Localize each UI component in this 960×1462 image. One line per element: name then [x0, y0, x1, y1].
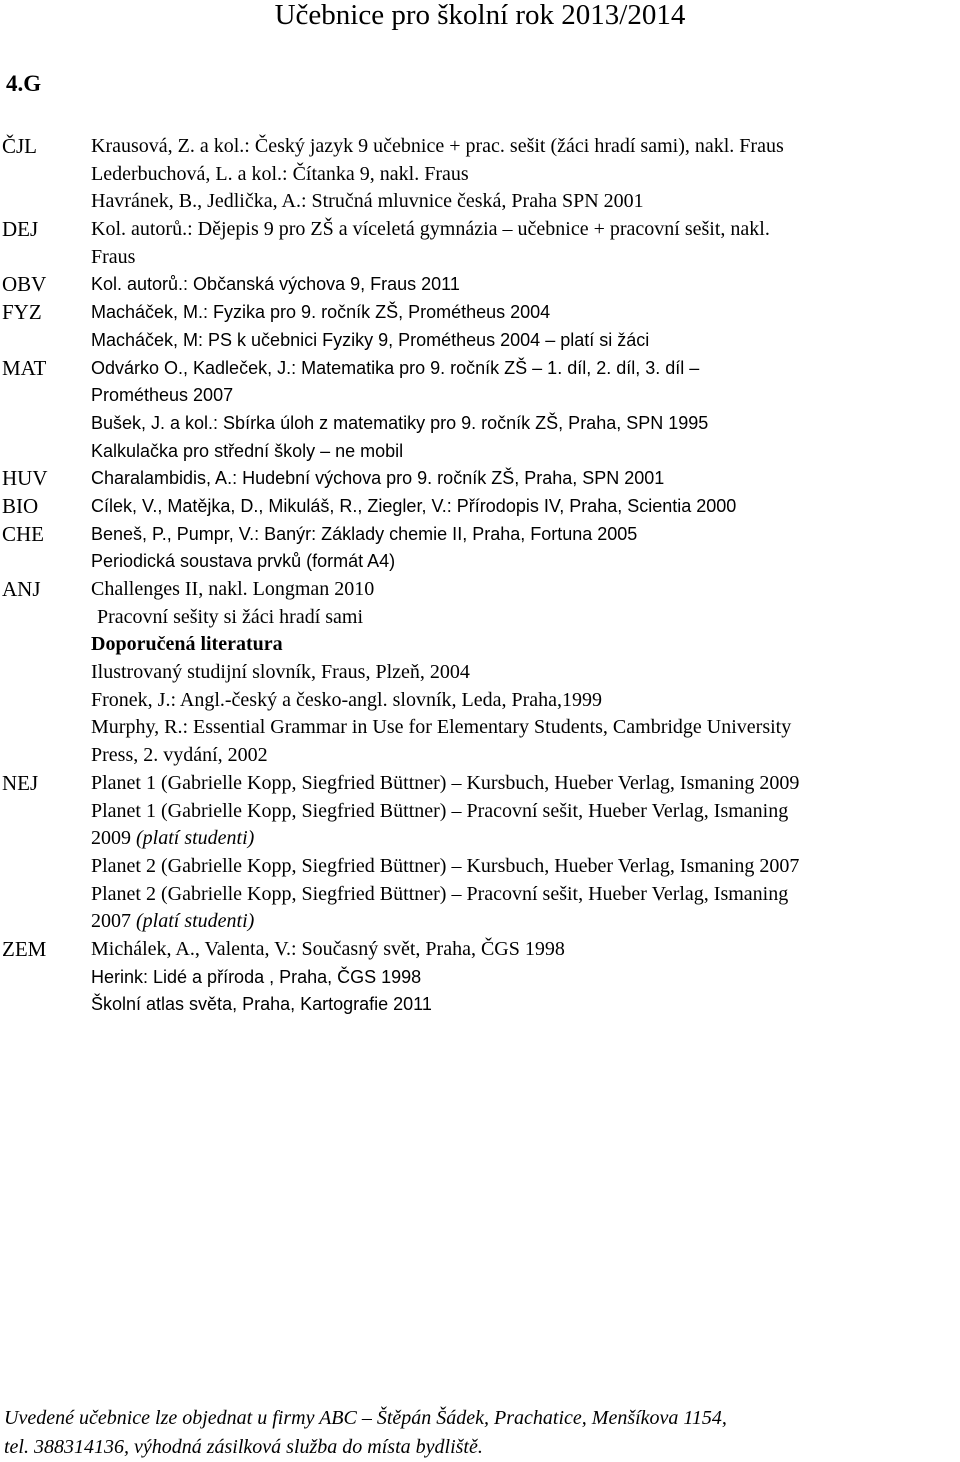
list-item	[0, 161, 960, 189]
list-item	[0, 521, 960, 549]
entry-text: Fraus	[91, 245, 136, 268]
subject-code: ZEM	[2, 936, 47, 961]
list-item	[0, 438, 960, 466]
subject-code: OBV	[2, 272, 47, 297]
list-item	[0, 908, 960, 936]
section-heading	[0, 631, 960, 659]
entry-text: Challenges II, nakl. Longman 2010	[91, 578, 375, 600]
list-item	[0, 188, 960, 216]
list-item	[0, 687, 960, 715]
entry-text: Školní atlas světa, Praha, Kartografie 2011	[91, 994, 432, 1015]
entry-text: Planet 2 (Gabrielle Kopp, Siegfried Büttner) – Kursbuch, Hueber Verlag, Ismaning 2007	[91, 854, 800, 877]
entry-text: Pracovní sešity si žáci hradí sami	[97, 605, 364, 628]
entry-text: Macháček, M: PS k učebnici Fyziky 9, Prométheus 2004 – platí si žáci	[91, 329, 650, 350]
entry-text: Press, 2. vydání, 2002	[91, 744, 268, 767]
list-item	[0, 216, 960, 244]
entry-text: Herink: Lidé a příroda , Praha, ČGS 1998	[91, 966, 422, 987]
subject-code: HUV	[2, 466, 48, 491]
list-item	[0, 327, 960, 355]
entry-text: Murphy, R.: Essential Grammar in Use for Elementary Students, Cambridge University	[91, 716, 792, 739]
entry-text: Prométheus 2007	[91, 385, 234, 406]
subject-code: NEJ	[2, 770, 39, 795]
entry-text: Periodická soustava prvků (formát A4)	[91, 551, 396, 572]
list-item	[0, 714, 960, 742]
entry-text: Odvárko O., Kadleček, J.: Matematika pro 9. ročník ZŠ – 1. díl, 2. díl, 3. díl –	[91, 357, 700, 378]
subject-code: BIO	[2, 493, 39, 518]
recommended-literature-heading: Doporučená literatura	[91, 633, 283, 656]
list-item	[0, 576, 960, 604]
entry-text: Ilustrovaný studijní slovník, Fraus, Plzeň, 2004	[91, 661, 470, 684]
list-item	[0, 355, 960, 383]
order-footer	[4, 1404, 954, 1462]
list-item	[0, 604, 960, 632]
subject-code: MAT	[2, 355, 47, 380]
list-item	[0, 964, 960, 992]
list-item	[0, 271, 960, 299]
list-item	[0, 410, 960, 438]
list-item	[0, 133, 960, 161]
entry-text: Bušek, J. a kol.: Sbírka úloh z matematiky pro 9. ročník ZŠ, Praha, SPN 1995	[91, 412, 709, 433]
entry-text: Cílek, V., Matějka, D., Mikuláš, R., Ziegler, V.: Přírodopis IV, Praha, Scientia 2000	[91, 495, 737, 516]
entry-text: 2007	[91, 910, 136, 933]
subject-code: FYZ	[2, 300, 42, 325]
list-item	[0, 244, 960, 272]
entry-text: Fronek, J.: Angl.-český a česko-angl. slovník, Leda, Praha,1999	[91, 688, 603, 711]
subject-code: ČJL	[2, 134, 38, 158]
entry-text: Charalambidis, A.: Hudební výchova pro 9. ročník ZŠ, Praha, SPN 2001	[91, 468, 665, 489]
entry-text: Planet 1 (Gabrielle Kopp, Siegfried Büttner) – Kursbuch, Hueber Verlag, Ismaning 2009	[91, 771, 800, 794]
entry-text: Havránek, B., Jedlička, A.: Stručná mluvnice česká, Praha SPN 2001	[91, 190, 644, 213]
list-item	[0, 991, 960, 1019]
list-item	[0, 493, 960, 521]
entry-note: (platí studenti)	[136, 827, 255, 850]
list-item	[0, 382, 960, 410]
page-title: Učebnice pro školní rok 2013/2014	[274, 0, 686, 31]
list-item	[0, 659, 960, 687]
entry-text: Macháček, M.: Fyzika pro 9. ročník ZŠ, Prométheus 2004	[91, 302, 551, 323]
subject-code: ANJ	[2, 577, 41, 601]
list-item	[0, 548, 960, 576]
entry-text: Kol. autorů.: Občanská výchova 9, Fraus 2011	[91, 274, 460, 295]
subject-code: CHE	[2, 521, 44, 546]
list-item	[0, 798, 960, 826]
entry-text: Kalkulačka pro střední školy – ne mobil	[91, 440, 404, 461]
list-item	[0, 825, 960, 853]
list-item	[0, 299, 960, 327]
entry-text: Planet 1 (Gabrielle Kopp, Siegfried Büttner) – Pracovní sešit, Hueber Verlag, Ismaning	[91, 799, 789, 822]
entry-text-wrap	[91, 908, 254, 936]
class-label: 4.G	[6, 71, 42, 96]
list-item	[0, 853, 960, 881]
entry-text: Planet 2 (Gabrielle Kopp, Siegfried Büttner) – Pracovní sešit, Hueber Verlag, Ismaning	[91, 882, 789, 905]
list-item	[0, 936, 960, 964]
footer-line: tel. 388314136, výhodná zásilková služba do místa bydliště.	[4, 1436, 483, 1458]
entry-text: Lederbuchová, L. a kol.: Čítanka 9, nakl. Fraus	[91, 162, 469, 185]
list-item	[0, 770, 960, 798]
entry-text: 2009	[91, 827, 136, 850]
list-item	[0, 742, 960, 770]
entry-text: Beneš, P., Pumpr, V.: Banýr: Základy chemie II, Praha, Fortuna 2005	[91, 523, 638, 544]
subject-code: DEJ	[2, 217, 39, 242]
entry-text: Michálek, A., Valenta, V.: Současný svět, Praha, ČGS 1998	[91, 937, 565, 960]
entry-text: Krausová, Z. a kol.: Český jazyk 9 učebnice + prac. sešit (žáci hradí sami), nakl. Fraus	[91, 135, 784, 157]
textbook-list	[0, 133, 960, 1019]
entry-note: (platí studenti)	[136, 910, 255, 933]
entry-text-wrap	[91, 825, 254, 853]
footer-line: Uvedené učebnice lze objednat u firmy ABC – Štěpán Šádek, Prachatice, Menšíkova 1154,	[4, 1407, 727, 1429]
list-item	[0, 881, 960, 909]
entry-text: Kol. autorů.: Dějepis 9 pro ZŠ a víceletá gymnázia – učebnice + pracovní sešit, nakl.	[91, 218, 770, 241]
list-item	[0, 465, 960, 493]
